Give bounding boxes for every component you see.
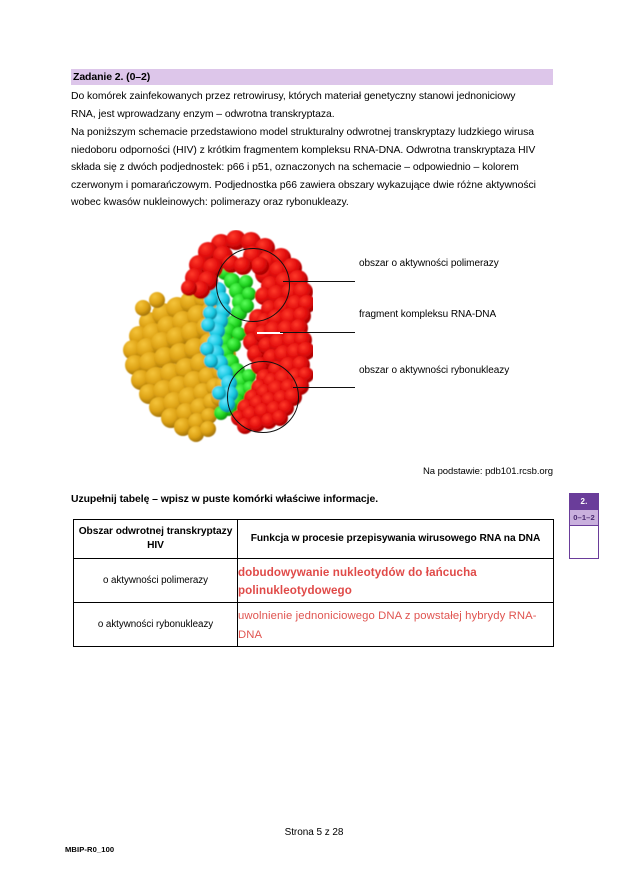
score-box-range: 0–1–2 [570, 509, 598, 526]
leader-line-ribonuclease [293, 387, 355, 388]
task-paragraph-1: Do komórek zainfekowanych przez retrowirusy, których materiał genetyczny stanowi jednoniciowy RNA, jest wprowadzany enzym – odwrotna transkryptaza. [71, 91, 516, 120]
handwritten-answer-ribonuclease: uwolnienie jednoniciowego DNA z powstałej hybrydy RNA-DNA [238, 609, 537, 641]
table-cell-area-ribonuclease: o aktywności rybonukleazy [74, 603, 238, 647]
figure-source-attribution: Na podstawie: pdb101.rcsb.org [422, 466, 553, 477]
table-header-row [74, 520, 554, 559]
callout-circle-polymerase-site [216, 248, 290, 322]
leader-line-rna-dna [280, 332, 355, 333]
figure-hiv-reverse-transcriptase [71, 228, 553, 456]
score-box [569, 493, 599, 559]
footer-page-number: Strona 5 z 28 [284, 827, 344, 838]
table-cell-answer-polymerase[interactable] [238, 559, 554, 603]
task-heading-highlight [71, 69, 553, 85]
table-header-function: Funkcja w procesie przepisywania wirusowego RNA na DNA [238, 520, 554, 559]
table-header-area: Obszar odwrotnej transkryptazy HIV [74, 520, 238, 559]
answer-table [73, 519, 554, 647]
figure-label-ribonuclease: obszar o aktywności rybonukleazy [359, 365, 510, 376]
table-cell-answer-ribonuclease[interactable] [238, 603, 554, 647]
leader-line-polymerase [283, 281, 355, 282]
handwritten-answer-polymerase: dobudowywanie nukleotydów do łańcucha polinukleotydowego [238, 565, 477, 597]
callout-circle-ribonuclease-site [227, 361, 299, 433]
task-heading-text: Zadanie 2. (0–2) [73, 70, 151, 83]
footer-document-code: MBIP-R0_100 [65, 845, 115, 854]
figure-label-polymerase: obszar o aktywności polimerazy [359, 258, 499, 269]
figure-label-rna-dna-complex: fragment kompleksu RNA-DNA [359, 309, 497, 320]
table-row [74, 603, 554, 647]
score-box-points-field[interactable] [570, 526, 598, 558]
score-box-task-number: 2. [570, 494, 598, 509]
table-row [74, 559, 554, 603]
table-cell-area-polymerase: o aktywności polimerazy [74, 559, 238, 603]
task-paragraph-2: Na poniższym schemacie przedstawiono model strukturalny odwrotnej transkryptazy ludzkiego wirusa niedoboru odporności (HIV) z krótkim fragmentem kompleksu RNA-DNA. Odwrotna transkryptaza HIV składa się z dwóch podjednostek: p66 i p51, oznaczonych na schemacie – odpowiednio – kolorem czerwonym i pomarańczowym. Podjednostka p66 zawiera obszary wykazujące dwie różne aktywności wobec kwasów nukleinowych: polimerazy oraz rybonukleazy. [71, 127, 536, 208]
task-instruction: Uzupełnij tabelę – wpisz w puste komórki właściwe informacje. [71, 494, 379, 505]
